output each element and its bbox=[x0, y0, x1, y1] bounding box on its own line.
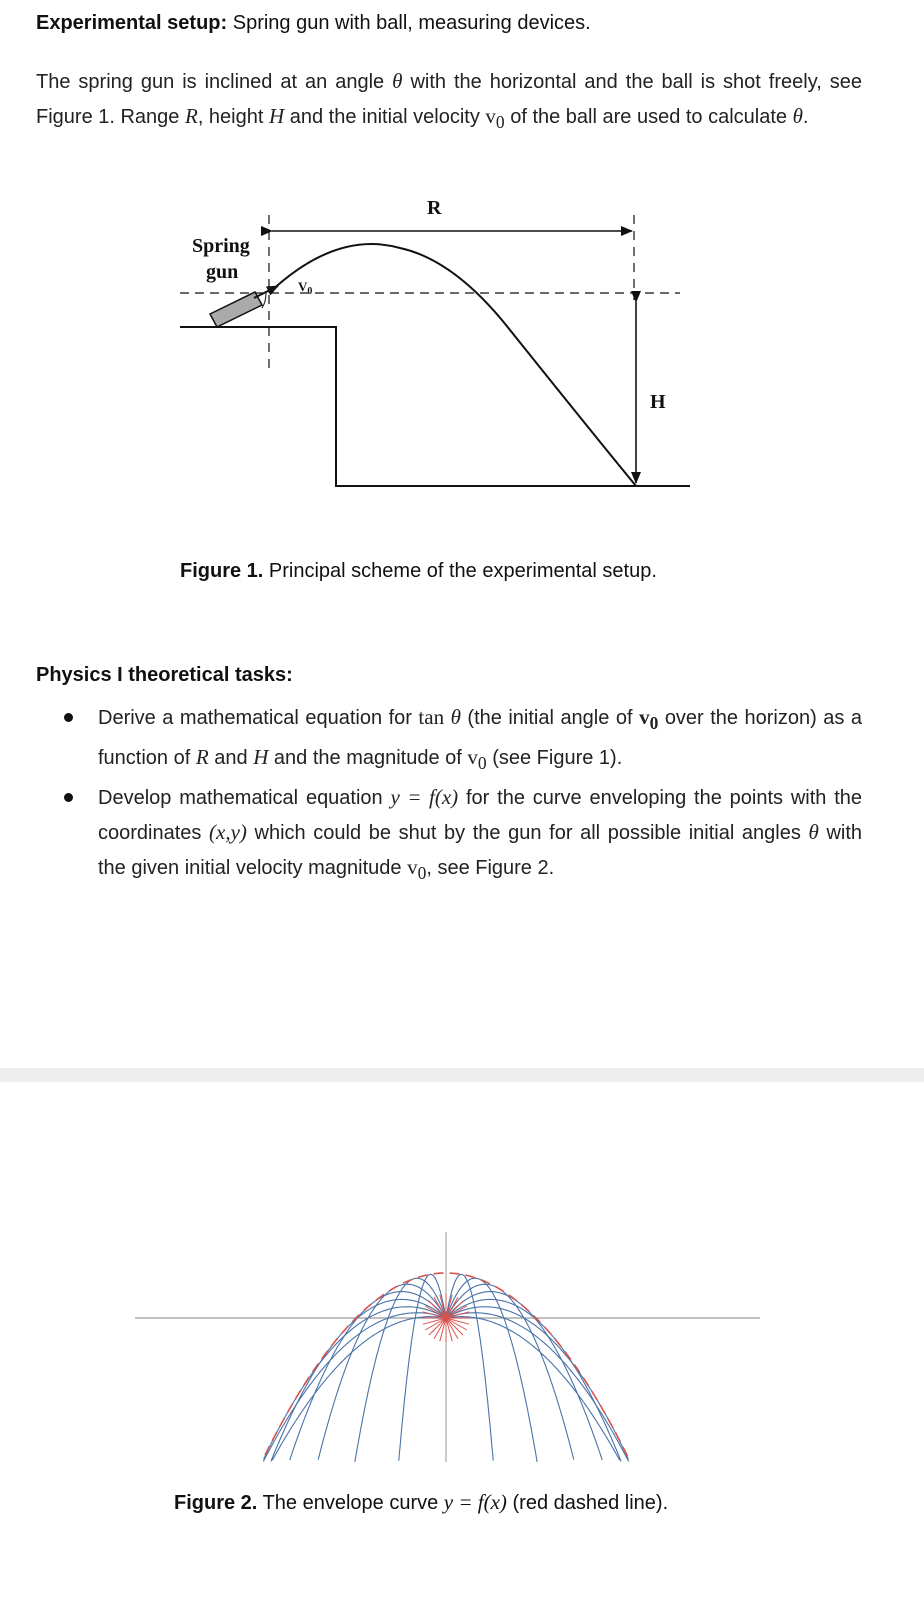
trajectory-curve bbox=[269, 244, 636, 486]
task1-text-2: (the initial angle of bbox=[467, 707, 633, 729]
bold-velocity bbox=[639, 705, 659, 734]
task2-velocity-letter: v bbox=[407, 855, 418, 880]
intro-text-4: and the initial velocity bbox=[289, 106, 480, 128]
intro-paragraph bbox=[36, 64, 862, 139]
launch-point bbox=[443, 1315, 449, 1321]
theta-symbol-2: θ bbox=[792, 104, 803, 128]
bold-velocity-subscript: 0 bbox=[649, 713, 659, 734]
intro-text-6: . bbox=[802, 106, 809, 128]
range-symbol: R bbox=[184, 104, 198, 128]
H-label: H bbox=[650, 391, 666, 413]
task2-velocity bbox=[407, 855, 427, 884]
task1-text-1: Derive a mathematical equation for bbox=[98, 707, 412, 729]
task2-text-1: Develop mathematical equation bbox=[98, 787, 383, 810]
velocity-subscript: 0 bbox=[495, 112, 505, 133]
trajectory-80 bbox=[446, 1274, 493, 1460]
trajectory-120 bbox=[318, 1284, 446, 1459]
setup-line bbox=[36, 12, 591, 35]
figure-2-caption-equation: y = f(x) bbox=[443, 1490, 507, 1514]
task2-coordinates: (x,y) bbox=[209, 820, 247, 845]
task-item-1 bbox=[64, 700, 862, 780]
task1-velocity-letter: v bbox=[467, 745, 478, 770]
task1-and: and bbox=[214, 747, 248, 770]
task2-equation: y = f(x) bbox=[390, 785, 459, 810]
R-label: R bbox=[427, 197, 442, 219]
setup-text: Spring gun with ball, measuring devices. bbox=[232, 12, 591, 34]
figure-1-caption-label: Figure 1. bbox=[180, 560, 264, 582]
page-separator bbox=[0, 1068, 924, 1082]
task1-velocity bbox=[467, 745, 487, 774]
table-outline bbox=[180, 327, 690, 486]
task1-velocity-subscript: 0 bbox=[477, 753, 487, 774]
v0-letter: V bbox=[298, 279, 308, 294]
intro-text-5: of the ball are used to calculate bbox=[510, 106, 788, 128]
figure-1-caption-text: Principal scheme of the experimental setup. bbox=[268, 560, 657, 582]
figure-1-diagram bbox=[170, 190, 710, 500]
figure-2-caption-text-2: (red dashed line). bbox=[512, 1492, 669, 1514]
bullet-icon bbox=[64, 793, 73, 802]
task1-text-3: over the horizon) as a function of bbox=[98, 707, 863, 770]
figure-2-caption-text-1: The envelope curve bbox=[262, 1492, 439, 1514]
tasks-heading: Physics I theoretical tasks: bbox=[36, 664, 293, 686]
trajectory-150 bbox=[264, 1307, 446, 1459]
bold-velocity-letter: v bbox=[639, 705, 650, 729]
v0-subscript: 0 bbox=[307, 286, 313, 297]
theta-symbol: θ bbox=[392, 69, 403, 93]
task2-text-5: , see Figure 2. bbox=[426, 857, 555, 880]
task1-text-5: (see Figure 1). bbox=[492, 747, 623, 770]
task1-text-4: and the magnitude of bbox=[273, 747, 462, 770]
figure-2-caption bbox=[174, 1490, 668, 1515]
task2-theta: θ bbox=[808, 820, 819, 845]
figure-1-caption bbox=[180, 560, 657, 583]
figure-2-caption-label: Figure 2. bbox=[174, 1492, 258, 1514]
task2-text-2: for the curve enveloping the points with the coordinates bbox=[98, 787, 863, 845]
figure-2-diagram bbox=[0, 1082, 924, 1482]
v0-label bbox=[298, 279, 312, 297]
intro-text-1: The spring gun is inclined at an angle bbox=[36, 71, 385, 93]
trajectory-20 bbox=[446, 1313, 629, 1462]
bullet-icon bbox=[64, 713, 73, 722]
trajectory-100 bbox=[399, 1274, 446, 1460]
tasks-list bbox=[64, 700, 862, 891]
task1-H: H bbox=[253, 745, 269, 770]
velocity-symbol bbox=[485, 104, 505, 133]
task1-R: R bbox=[195, 745, 209, 770]
page-2 bbox=[0, 1082, 924, 1601]
tan-symbol: tan bbox=[418, 705, 445, 729]
velocity-letter: v bbox=[485, 104, 496, 128]
task2-text-4: with the given initial velocity magnitude bbox=[98, 822, 863, 880]
intro-text-3: , height bbox=[197, 106, 264, 128]
trajectory-30 bbox=[446, 1307, 628, 1459]
height-symbol: H bbox=[268, 104, 285, 128]
spring-label: Spring bbox=[192, 235, 250, 257]
task-item-2 bbox=[64, 780, 862, 890]
intro-text-2: with the horizontal and the ball is shot freely, see Figure 1. Range bbox=[36, 71, 862, 128]
task2-velocity-subscript: 0 bbox=[417, 863, 427, 884]
trajectory-60 bbox=[446, 1284, 574, 1459]
task1-theta: θ bbox=[450, 705, 461, 729]
task2-text-3: which could be shut by the gun for all possible initial angles bbox=[254, 822, 801, 845]
gun-label: gun bbox=[206, 261, 239, 283]
trajectory-160 bbox=[263, 1313, 446, 1462]
setup-label: Experimental setup: bbox=[36, 12, 228, 34]
angle-arc bbox=[262, 293, 266, 308]
